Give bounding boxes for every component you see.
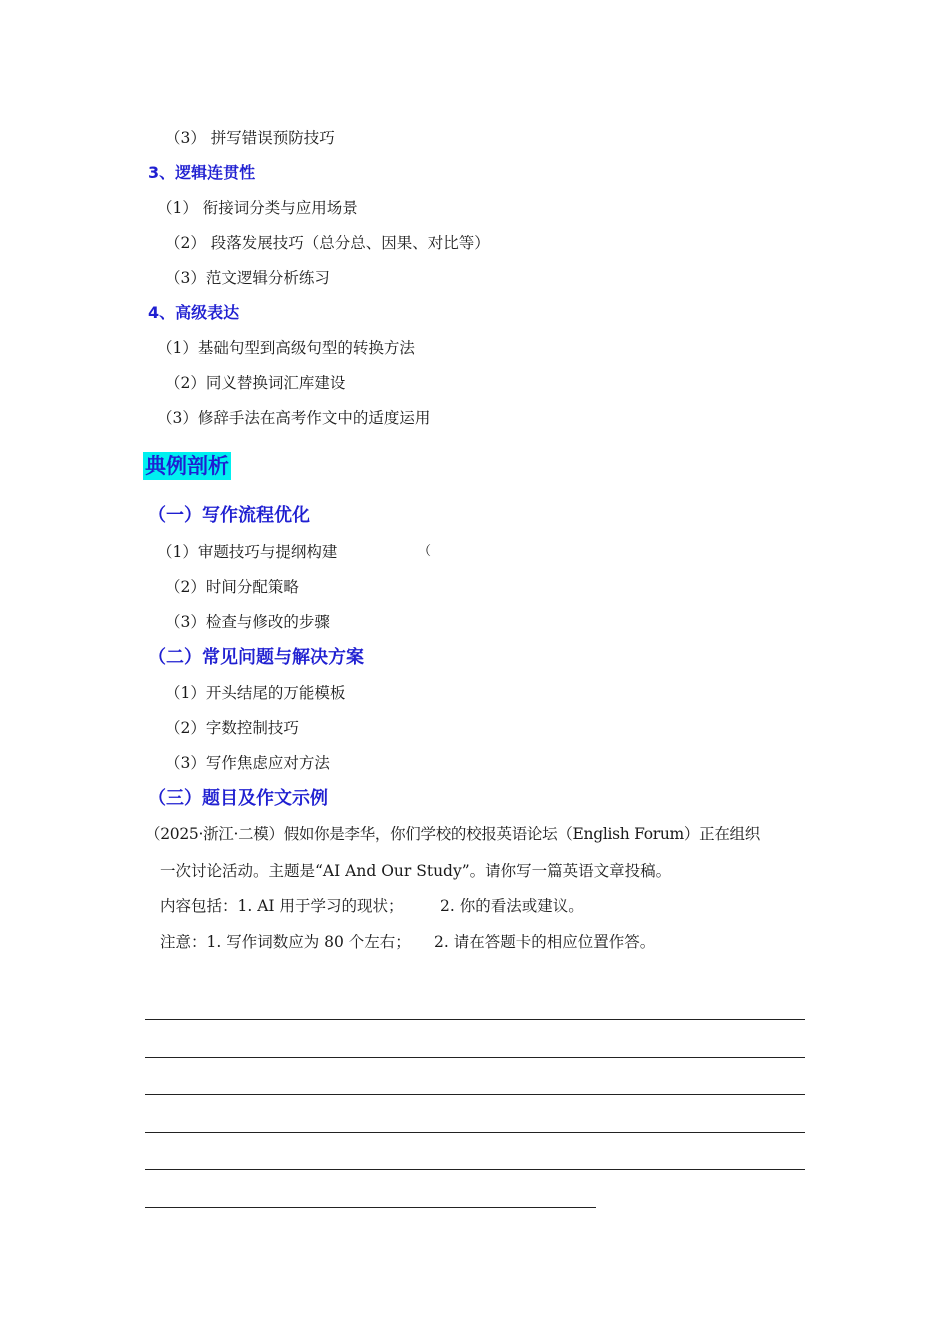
part2-item-3: （3）写作焦虑应对方法	[165, 754, 330, 772]
part1-item-1: （1）审题技巧与提纲构建	[157, 543, 338, 561]
answer-line	[145, 1207, 596, 1208]
section4-item-1: （1）基础句型到高级句型的转换方法	[157, 339, 415, 357]
section3-item-1: （1） 衔接词分类与应用场景	[157, 199, 358, 217]
prompt-line-1: （2025·浙江·二模）假如你是李华，你们学校的校报英语论坛（English Forum）正在组织	[145, 825, 760, 843]
section3-item-2: （2） 段落发展技巧（总分总、因果、对比等）	[165, 234, 490, 252]
note-requirement-1: 注意：1. 写作词数应为 80 个左右；	[160, 933, 411, 951]
part2-item-1: （1）开头结尾的万能模板	[165, 684, 346, 702]
analysis-heading: 典例剖析	[145, 454, 229, 478]
section4-item-2: （2）同义替换词汇库建设	[165, 374, 346, 392]
note-requirement-2: 2. 请在答题卡的相应位置作答。	[434, 933, 656, 951]
part2-item-2: （2）字数控制技巧	[165, 719, 299, 737]
outline-item-spelling: （3） 拼写错误预防技巧	[165, 129, 335, 147]
answer-line	[145, 1132, 805, 1133]
section4-item-3: （3）修辞手法在高考作文中的适度运用	[157, 409, 431, 427]
answer-line	[145, 1019, 805, 1020]
stray-bracket: （	[418, 544, 432, 559]
part1-item-3: （3）检查与修改的步骤	[165, 613, 330, 631]
answer-line	[145, 1169, 805, 1170]
part1-title: （一）写作流程优化	[148, 505, 310, 526]
section3-title: 3、逻辑连贯性	[148, 163, 256, 182]
content-requirement-1: 内容包括：1. AI 用于学习的现状；	[160, 897, 404, 915]
section4-title: 4、高级表达	[148, 303, 240, 322]
content-requirement-2: 2. 你的看法或建议。	[440, 897, 584, 915]
part3-title: （三）题目及作文示例	[148, 788, 328, 809]
part1-item-2: （2）时间分配策略	[165, 578, 299, 596]
part2-title: （二）常见问题与解决方案	[148, 647, 364, 668]
prompt-line-2: 一次讨论活动。主题是“AI And Our Study”。请你写一篇英语文章投稿。	[160, 862, 672, 880]
section3-item-3: （3）范文逻辑分析练习	[165, 269, 330, 287]
answer-line	[145, 1094, 805, 1095]
answer-line	[145, 1057, 805, 1058]
